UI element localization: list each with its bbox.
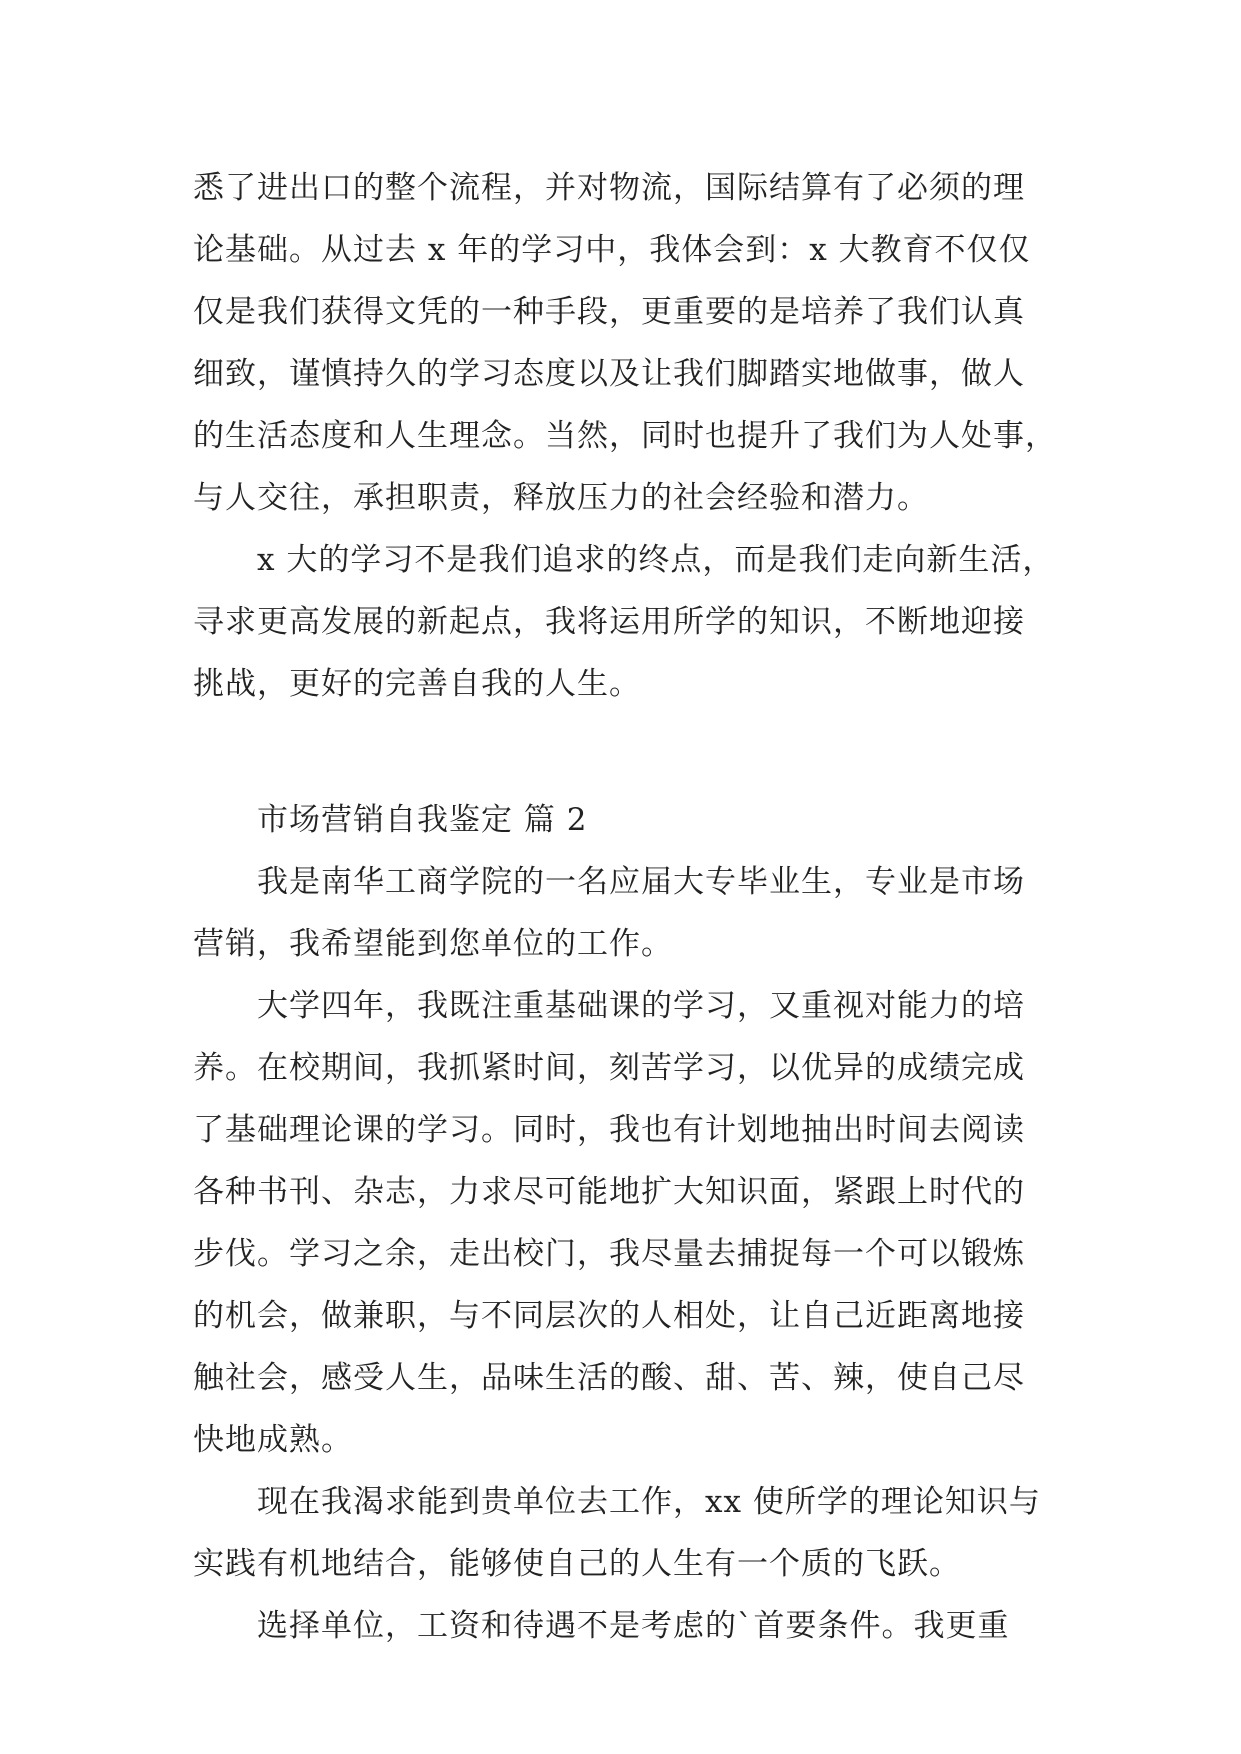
document-body [193, 157, 1063, 1657]
text-line: 仅是我们获得文凭的一种手段，更重要的是培养了我们认真 [193, 294, 1025, 330]
paragraph [193, 1471, 1063, 1595]
paragraph [193, 851, 1063, 975]
text-line: 现在我渴求能到贵单位去工作，xx 使所学的理论知识与 [257, 1484, 1041, 1520]
section-heading [193, 789, 1063, 851]
text-line: 实践有机地结合，能够使自己的人生有一个质的飞跃。 [193, 1546, 961, 1582]
text-line: 寻求更高发展的新起点，我将运用所学的知识，不断地迎接 [193, 604, 1025, 640]
text-line: 养。在校期间，我抓紧时间，刻苦学习，以优异的成绩完成 [193, 1050, 1025, 1086]
text-line: 我是南华工商学院的一名应届大专毕业生，专业是市场 [257, 864, 1025, 900]
text-line: 选择单位，工资和待遇不是考虑的`首要条件。我更重 [257, 1608, 1010, 1644]
text-line: 挑战，更好的完善自我的人生。 [193, 666, 641, 702]
paragraph-gap [193, 715, 1063, 789]
text-line: 论基础。从过去 x 年的学习中，我体会到：x 大教育不仅仅 [193, 232, 1031, 268]
paragraph-continued [193, 157, 1063, 529]
text-line: 了基础理论课的学习。同时，我也有计划地抽出时间去阅读 [193, 1112, 1025, 1148]
text-line: 的生活态度和人生理念。当然，同时也提升了我们为人处事， [193, 418, 1057, 454]
text-line: x 大的学习不是我们追求的终点，而是我们走向新生活， [257, 542, 1055, 578]
section-title: 市场营销自我鉴定 篇 2 [257, 802, 588, 838]
text-line: 营销，我希望能到您单位的工作。 [193, 926, 673, 962]
text-line: 触社会，感受人生，品味生活的酸、甜、苦、辣，使自己尽 [193, 1360, 1025, 1396]
text-line: 的机会，做兼职，与不同层次的人相处，让自己近距离地接 [193, 1298, 1025, 1334]
text-line: 各种书刊、杂志，力求尽可能地扩大知识面，紧跟上时代的 [193, 1174, 1025, 1210]
paragraph [193, 1595, 1063, 1657]
paragraph [193, 975, 1063, 1471]
text-line: 快地成熟。 [193, 1422, 353, 1458]
text-line: 大学四年，我既注重基础课的学习，又重视对能力的培 [257, 988, 1025, 1024]
text-line: 与人交往，承担职责，释放压力的社会经验和潜力。 [193, 480, 929, 516]
text-line: 悉了进出口的整个流程，并对物流，国际结算有了必须的理 [193, 170, 1025, 206]
text-line: 细致，谨慎持久的学习态度以及让我们脚踏实地做事，做人 [193, 356, 1025, 392]
paragraph [193, 529, 1063, 715]
text-line: 步伐。学习之余，走出校门，我尽量去捕捉每一个可以锻炼 [193, 1236, 1025, 1272]
